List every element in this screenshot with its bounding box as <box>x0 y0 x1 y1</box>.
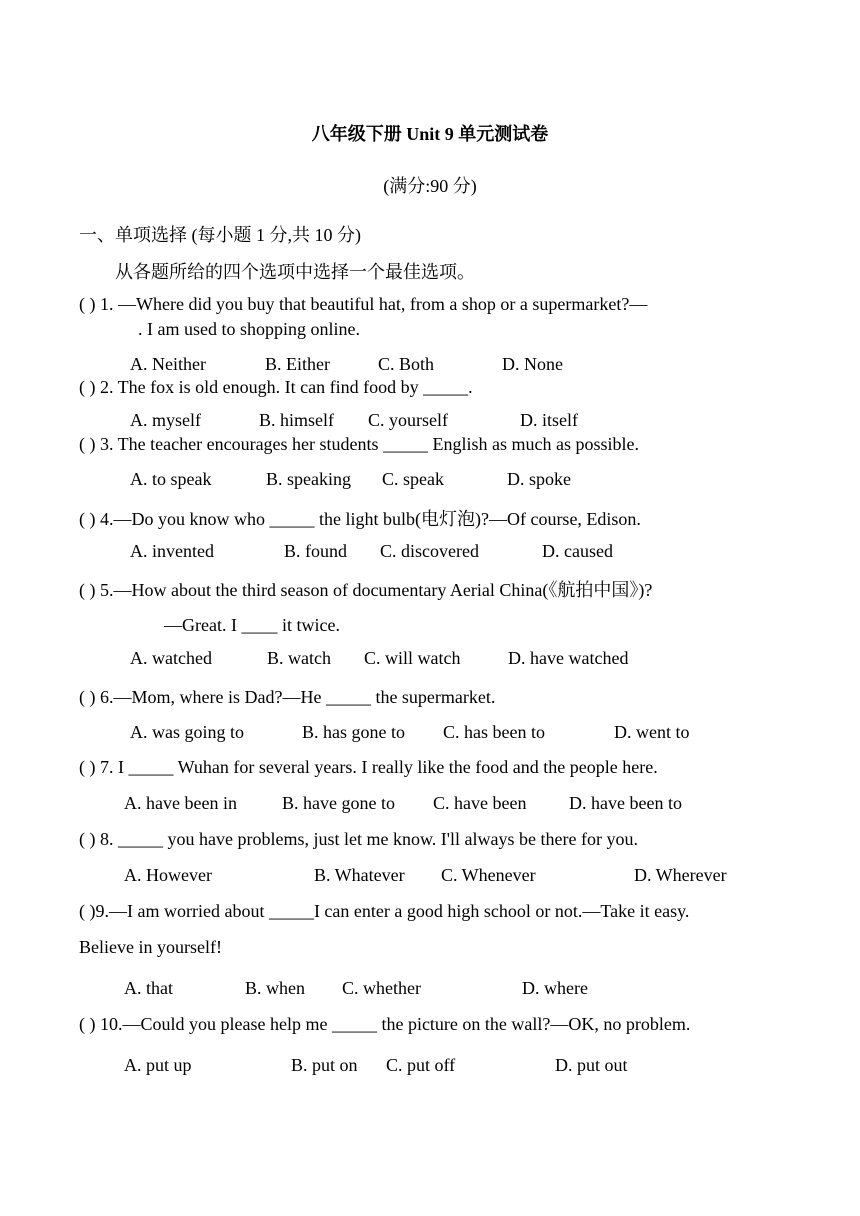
question-3-stem: ( ) 3. The teacher encourages her students _____ English as much as possible. <box>79 434 640 454</box>
question-4-option-c: C. discovered <box>380 541 479 561</box>
question-2-option-c: C. yourself <box>368 410 448 430</box>
question-2-stem: ( ) 2. The fox is old enough. It can find food by _____. <box>79 377 473 397</box>
question-8-option-d: D. Wherever <box>634 865 727 885</box>
question-7-option-b: B. have gone to <box>282 793 395 813</box>
question-5-stem: ( ) 5.—How about the third season of documentary Aerial China(《航拍中国》)? <box>79 580 653 600</box>
section-heading: 一、单项选择 (每小题 1 分,共 10 分) <box>79 225 361 245</box>
question-8-option-a: A. However <box>124 865 212 885</box>
question-5-option-d: D. have watched <box>508 648 629 668</box>
question-4-stem: ( ) 4.—Do you know who _____ the light bulb(电灯泡)?—Of course, Edison. <box>79 509 641 529</box>
question-5-option-a: A. watched <box>130 648 212 668</box>
question-1-option-d: D. None <box>502 354 563 374</box>
question-3-option-c: C. speak <box>382 469 444 489</box>
question-4-option-b: B. found <box>284 541 347 561</box>
question-3-option-a: A. to speak <box>130 469 212 489</box>
question-7-stem: ( ) 7. I _____ Wuhan for several years. I really like the food and the people here. <box>79 757 658 777</box>
question-8-stem: ( ) 8. _____ you have problems, just let me know. I'll always be there for you. <box>79 829 638 849</box>
question-4-option-d: D. caused <box>542 541 613 561</box>
question-1-stem-cont: . I am used to shopping online. <box>138 319 360 339</box>
question-5-option-c: C. will watch <box>364 648 461 668</box>
question-6-option-c: C. has been to <box>443 722 545 742</box>
question-7-option-d: D. have been to <box>569 793 682 813</box>
question-10-option-a: A. put up <box>124 1055 192 1075</box>
section-instruction: 从各题所给的四个选项中选择一个最佳选项。 <box>115 262 475 282</box>
question-1-stem: ( ) 1. —Where did you buy that beautiful hat, from a shop or a supermarket?— <box>79 294 648 314</box>
page-title: 八年级下册 Unit 9 单元测试卷 <box>311 124 549 144</box>
question-3-option-b: B. speaking <box>266 469 351 489</box>
question-9-option-b: B. when <box>245 978 305 998</box>
question-6-option-d: D. went to <box>614 722 690 742</box>
question-9-option-d: D. where <box>522 978 588 998</box>
question-9-stem: ( )9.—I am worried about _____I can enter a good high school or not.—Take it easy. <box>79 901 690 921</box>
question-1-option-c: C. Both <box>378 354 435 374</box>
question-6-stem: ( ) 6.—Mom, where is Dad?—He _____ the supermarket. <box>79 687 496 707</box>
question-3-option-d: D. spoke <box>507 469 571 489</box>
question-9-option-a: A. that <box>124 978 173 998</box>
question-2-option-b: B. himself <box>259 410 334 430</box>
question-6-option-b: B. has gone to <box>302 722 405 742</box>
question-5-stem-cont: —Great. I ____ it twice. <box>164 615 340 635</box>
question-9-stem-cont: Believe in yourself! <box>79 937 222 957</box>
question-7-option-a: A. have been in <box>124 793 237 813</box>
question-7-option-c: C. have been <box>433 793 527 813</box>
question-4-option-a: A. invented <box>130 541 214 561</box>
score-subtitle: (满分:90 分) <box>383 176 477 196</box>
question-2-option-a: A. myself <box>130 410 201 430</box>
question-10-option-d: D. put out <box>555 1055 628 1075</box>
question-10-stem: ( ) 10.—Could you please help me _____ the picture on the wall?—OK, no problem. <box>79 1014 691 1034</box>
question-10-option-c: C. put off <box>386 1055 456 1075</box>
question-8-option-b: B. Whatever <box>314 865 405 885</box>
question-1-option-a: A. Neither <box>130 354 206 374</box>
question-2-option-d: D. itself <box>520 410 578 430</box>
question-6-option-a: A. was going to <box>130 722 244 742</box>
question-10-option-b: B. put on <box>291 1055 358 1075</box>
question-9-option-c: C. whether <box>342 978 421 998</box>
question-8-option-c: C. Whenever <box>441 865 536 885</box>
question-1-option-b: B. Either <box>265 354 330 374</box>
question-5-option-b: B. watch <box>267 648 331 668</box>
